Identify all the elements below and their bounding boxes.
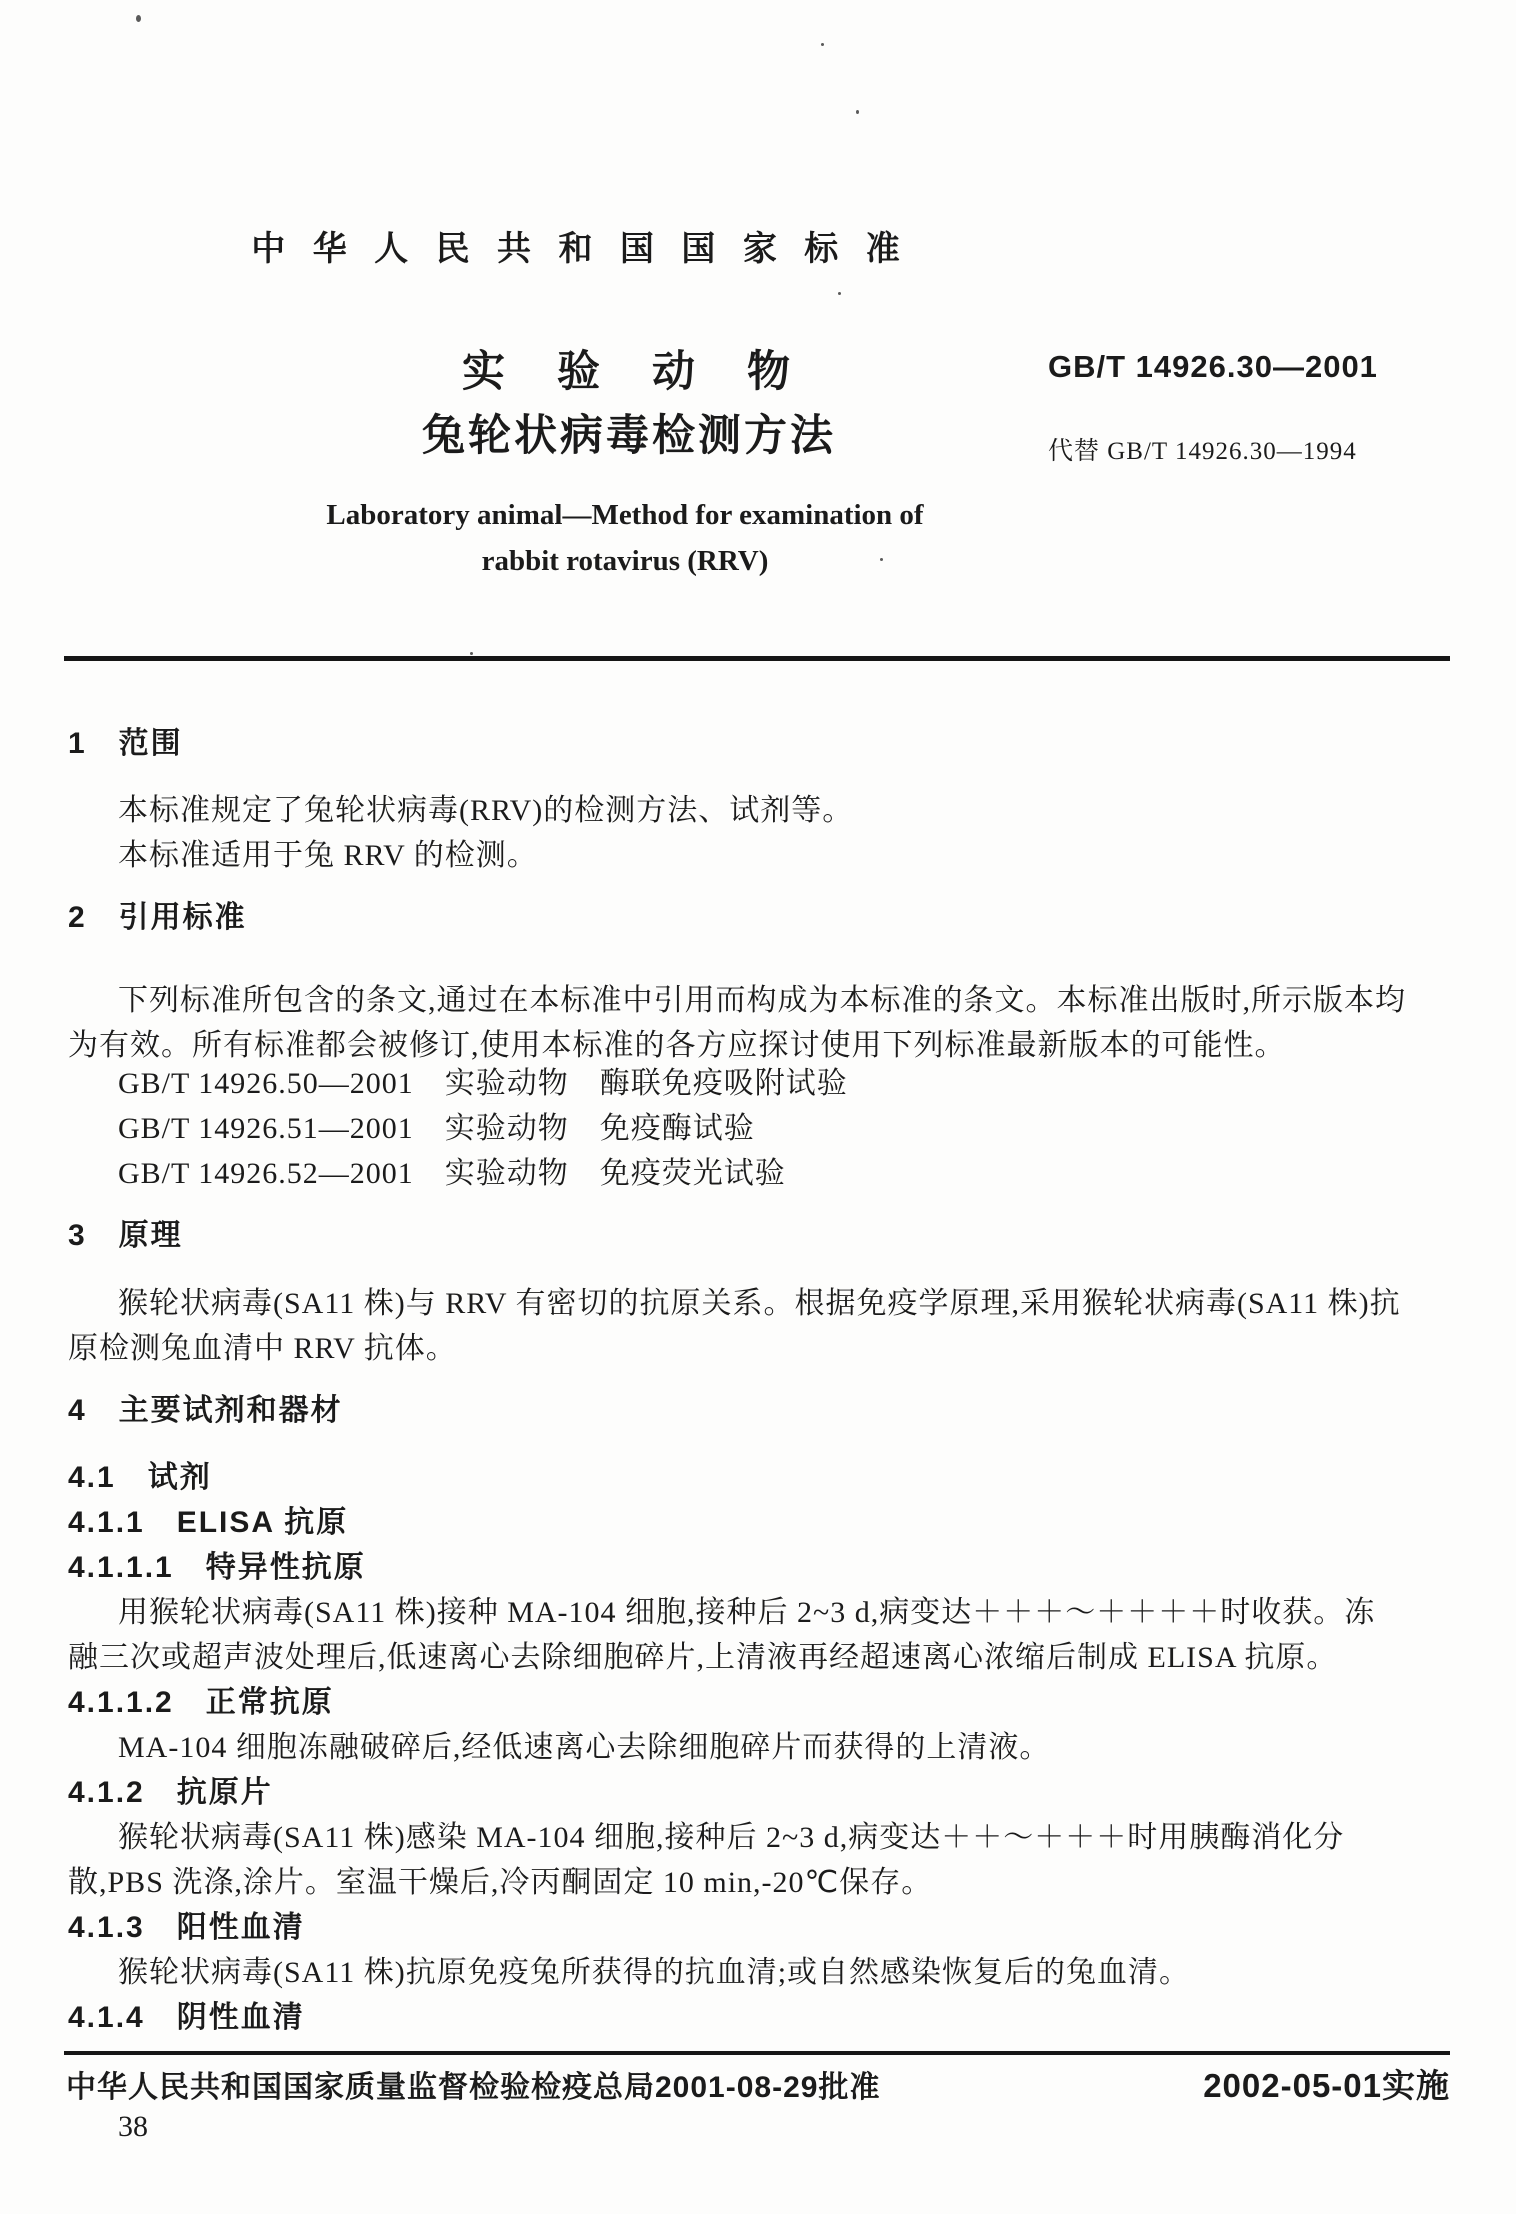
section-3-paragraph-line: 原检测兔血清中 RRV 抗体。 (68, 1332, 457, 1365)
section-4-1-3-heading: 4.1.3 阳性血清 (68, 1911, 305, 1944)
section-4-1-2-paragraph-line: 散,PBS 洗涤,涂片。室温干燥后,冷丙酮固定 10 min,-20℃保存。 (68, 1866, 933, 1899)
standard-number: GB/T 14926.30—2001 (1048, 349, 1378, 384)
section-4-1-3-paragraph-line: 猴轮状病毒(SA11 株)抗原免疫兔所获得的抗血清;或自然感染恢复后的兔血清。 (118, 1956, 1191, 1989)
scan-speck (821, 43, 824, 46)
section-4-1-1-1-heading: 4.1.1.1 特异性抗原 (68, 1551, 366, 1584)
header-rule (64, 656, 1450, 661)
footer-rule (64, 2051, 1450, 2055)
scan-speck (470, 652, 473, 655)
section-2-paragraph-line: 下列标准所包含的条文,通过在本标准中引用而构成为本标准的条文。本标准出版时,所示版本均 (118, 984, 1406, 1017)
replaces-note: 代替 GB/T 14926.30—1994 (1048, 438, 1357, 465)
section-4-1-2-paragraph-line: 猴轮状病毒(SA11 株)感染 MA-104 细胞,接种后 2~3 d,病变达＋＋～＋＋＋时用胰酶消化分 (118, 1821, 1345, 1854)
document-title-en-line2: rabbit rotavirus (RRV) (481, 545, 769, 577)
section-4-1-heading: 4.1 试剂 (68, 1461, 212, 1494)
section-4-1-1-1-paragraph-line: 融三次或超声波处理后,低速离心去除细胞碎片,上清液再经超速离心浓缩后制成 ELISA 抗原。 (68, 1641, 1338, 1674)
scan-speck (838, 292, 841, 295)
section-3-heading: 3 原理 (68, 1219, 183, 1252)
scan-speck (136, 15, 141, 22)
referenced-standard: GB/T 14926.51—2001 实验动物 免疫酶试验 (118, 1112, 755, 1145)
section-2-heading: 2 引用标准 (68, 901, 247, 934)
referenced-standard: GB/T 14926.50—2001 实验动物 酶联免疫吸附试验 (118, 1067, 848, 1100)
approval-authority-and-date: 中华人民共和国国家质量监督检验检疫总局2001-08-29批准 (66, 2071, 881, 2104)
section-1-paragraph-line: 本标准规定了兔轮状病毒(RRV)的检测方法、试剂等。 (118, 794, 854, 827)
page-number: 38 (118, 2110, 148, 2143)
section-3-paragraph-line: 猴轮状病毒(SA11 株)与 RRV 有密切的抗原关系。根据免疫学原理,采用猴轮状病毒(SA11 株)抗 (118, 1287, 1401, 1320)
section-4-1-1-2-heading: 4.1.1.2 正常抗原 (68, 1686, 334, 1719)
section-4-1-1-2-paragraph-line: MA-104 细胞冻融破碎后,经低速离心去除细胞碎片而获得的上清液。 (118, 1731, 1051, 1764)
document-title-en (20, 492, 1230, 584)
implementation-date: 2002-05-01实施 (1203, 2067, 1450, 2104)
section-4-1-4-heading: 4.1.4 阴性血清 (68, 2001, 305, 2034)
referenced-standard: GB/T 14926.52—2001 实验动物 免疫荧光试验 (118, 1157, 786, 1190)
scan-speck (856, 110, 859, 114)
national-standard-kicker: 中 华 人 民 共 和 国 国 家 标 准 (251, 230, 909, 268)
section-4-1-1-1-paragraph-line: 用猴轮状病毒(SA11 株)接种 MA-104 细胞,接种后 2~3 d,病变达＋＋＋～＋＋＋＋时收获。冻 (118, 1596, 1376, 1629)
document-subtitle-cn: 兔轮状病毒检测方法 (422, 412, 836, 460)
section-1-paragraph-line: 本标准适用于兔 RRV 的检测。 (118, 839, 538, 872)
section-4-1-2-heading: 4.1.2 抗原片 (68, 1776, 273, 1809)
section-1-heading: 1 范围 (68, 727, 183, 760)
section-4-heading: 4 主要试剂和器材 (68, 1394, 343, 1427)
document-title-cn: 实验动物 (462, 348, 842, 396)
document-title-en-line1: Laboratory animal—Method for examination of (326, 499, 924, 531)
section-4-1-1-heading: 4.1.1 ELISA 抗原 (68, 1506, 349, 1539)
section-2-paragraph-line: 为有效。所有标准都会被修订,使用本标准的各方应探讨使用下列标准最新版本的可能性。 (68, 1029, 1286, 1062)
